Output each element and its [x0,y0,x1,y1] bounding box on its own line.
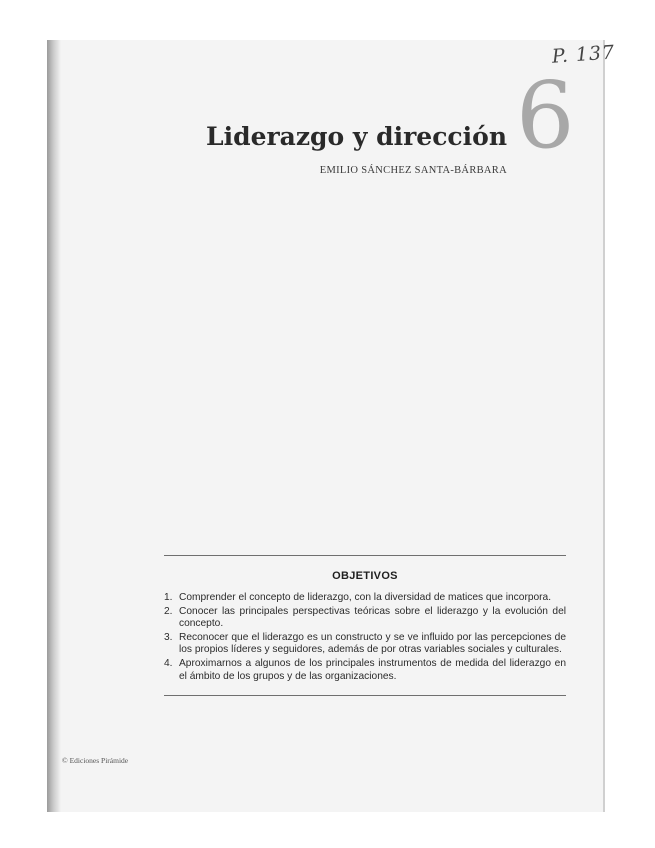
bottom-divider [164,695,566,696]
top-divider [164,555,566,556]
chapter-author: EMILIO SÁNCHEZ SANTA-BÁRBARA [319,165,507,176]
objective-text: Aproximarnos a algunos de los principales instrumentos de medida del liderazgo en el ámbito de los grupos y de las organizaciones. [179,657,566,682]
objective-number: 4. [164,657,173,669]
objective-number: 3. [164,631,173,643]
chapter-title: Liderazgo y dirección [206,122,507,151]
handwritten-page-note: P. 137 [551,41,616,68]
publisher-footer: © Ediciones Pirámide [62,756,129,765]
objective-item [164,592,566,605]
objective-text: Conocer las principales perspectivas teóricas sobre el liderazgo y la evolución del concepto. [179,605,566,630]
page-binding-shadow [47,40,61,812]
objective-number: 2. [164,605,173,617]
objective-text: Reconocer que el liderazgo es un constructo y se ve influido por las percepciones de los propios líderes y seguidores, además de por otras variables sociales y culturales. [179,631,566,656]
objective-item [164,606,566,631]
objectives-box [164,555,566,696]
objectives-heading: OBJETIVOS [332,570,398,582]
objective-number: 1. [164,592,173,603]
objective-item [164,632,566,657]
objectives-list [164,592,566,683]
objective-text: Comprender el concepto de liderazgo, con la diversidad de matices que incorpora. [179,592,552,603]
chapter-number: 6 [516,62,575,169]
objective-item [164,658,566,683]
